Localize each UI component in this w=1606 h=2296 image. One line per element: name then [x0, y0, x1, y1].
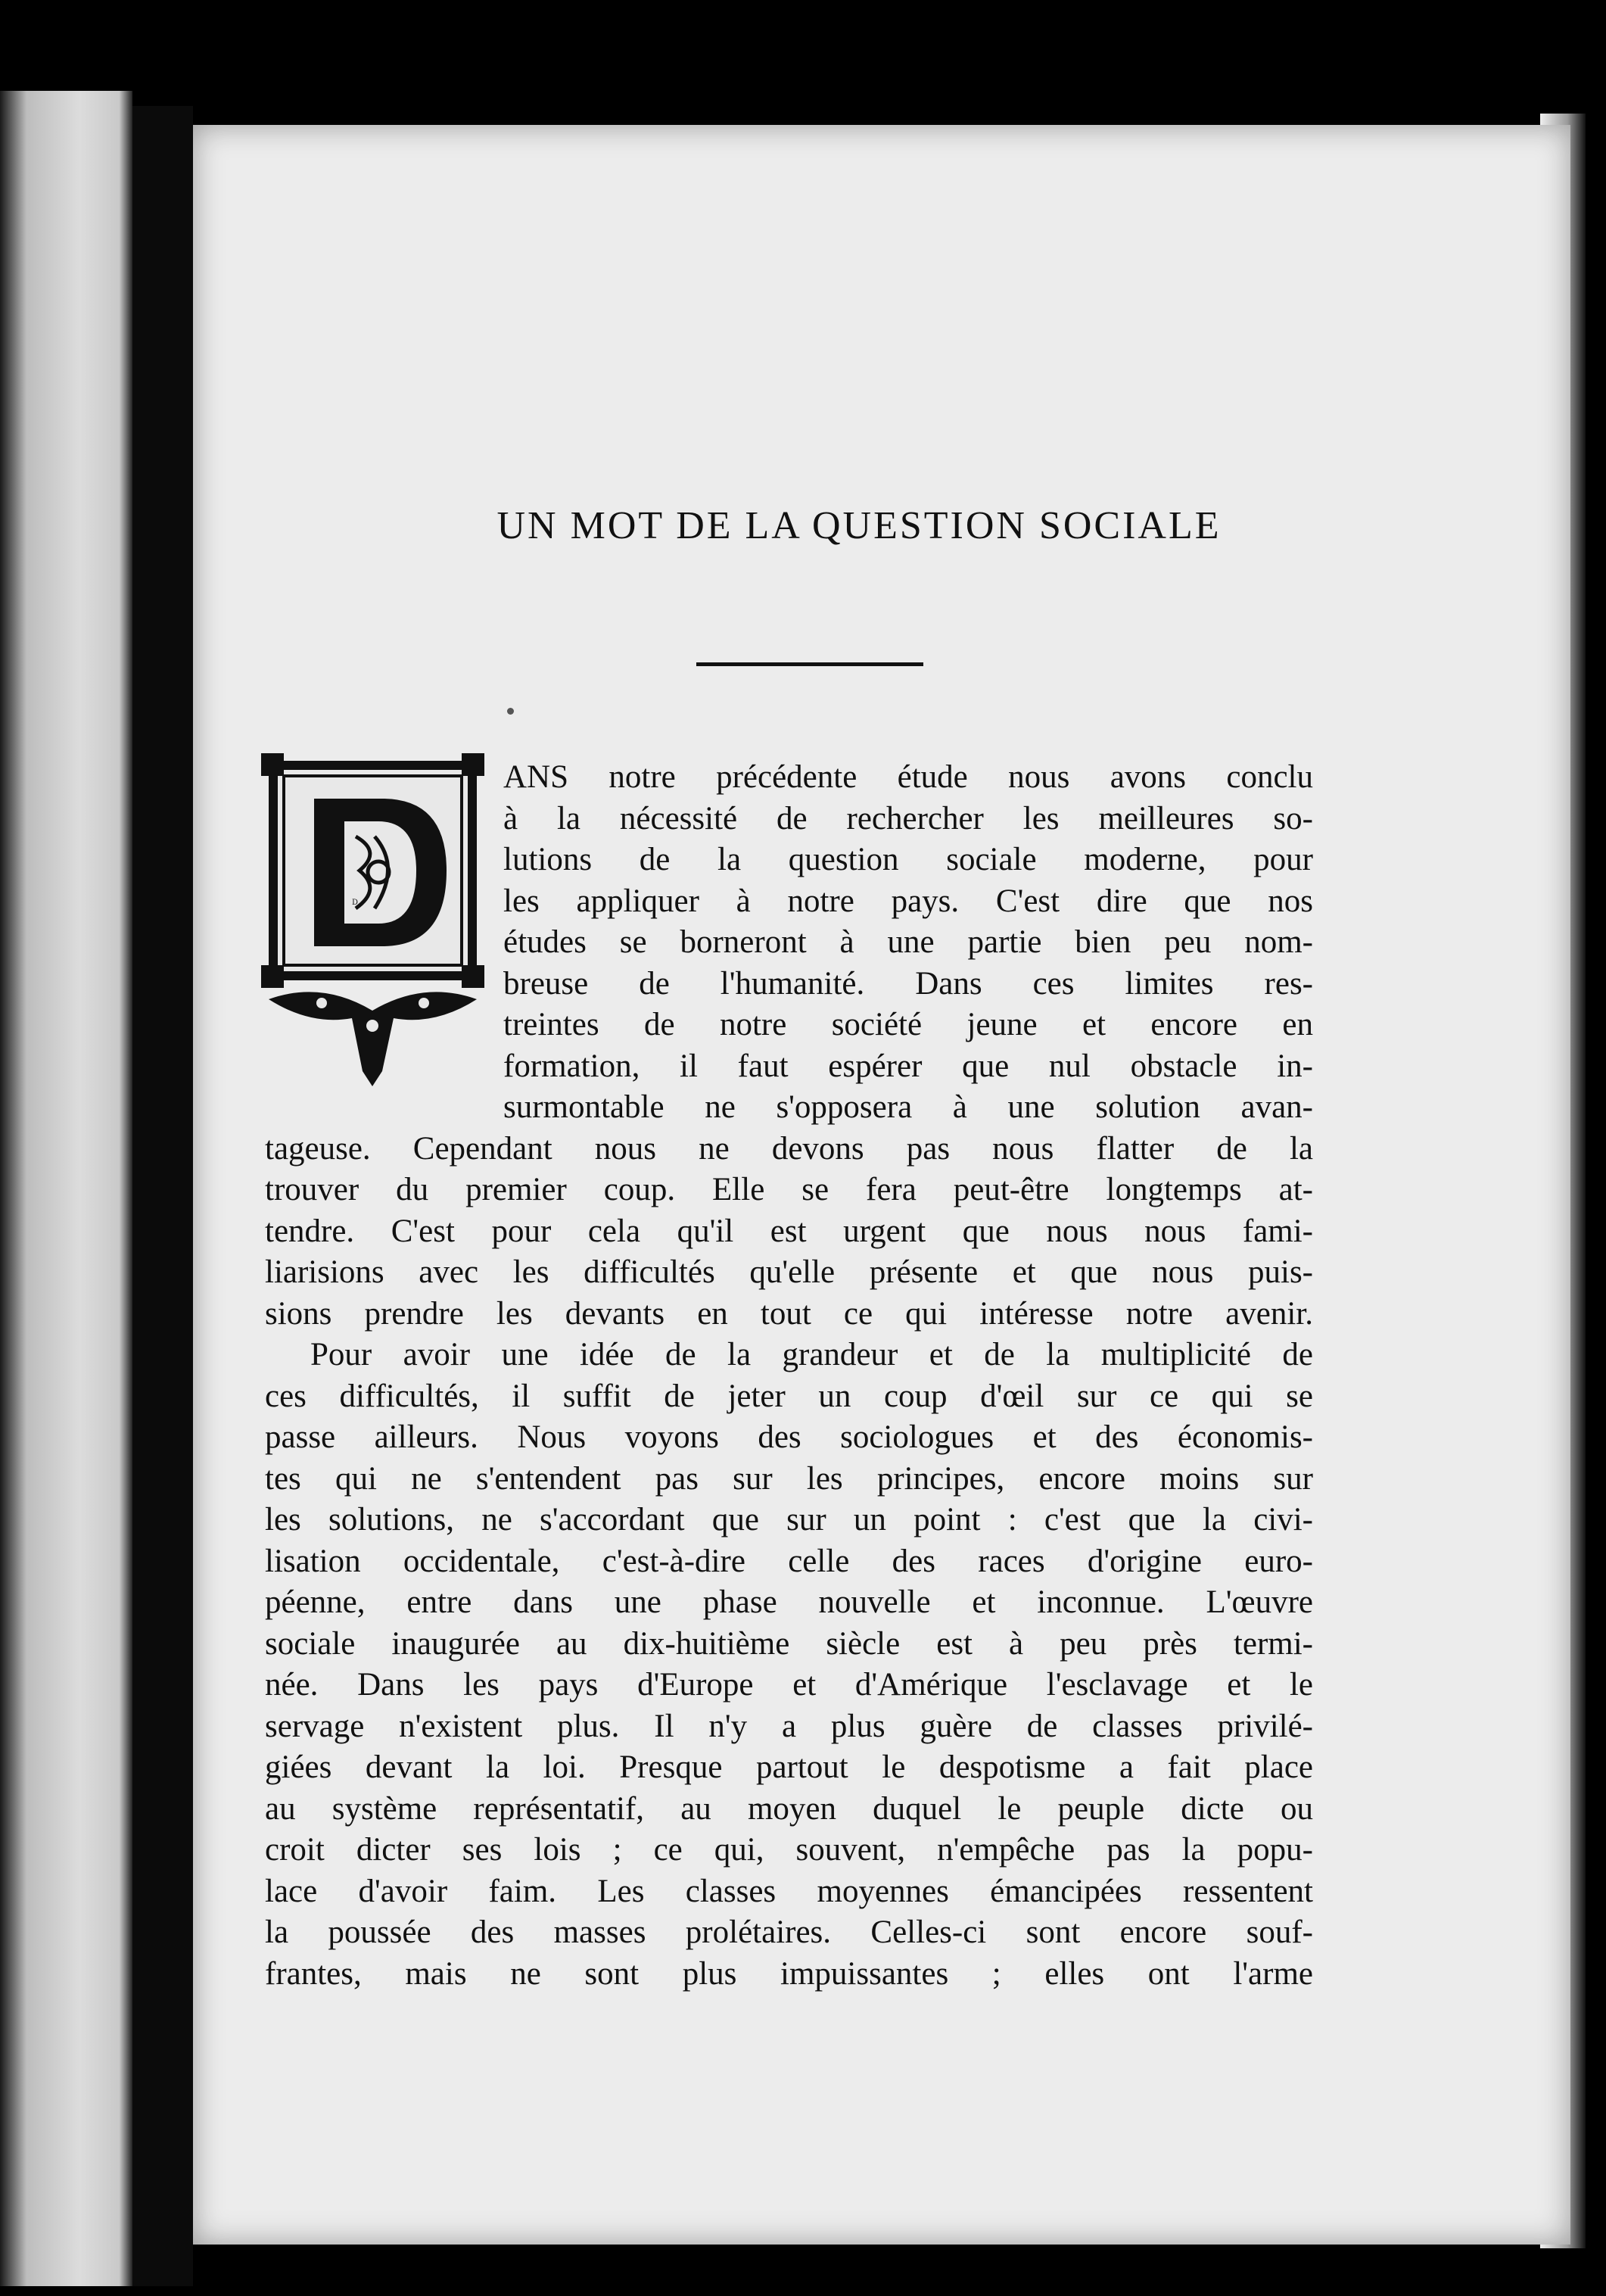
text-line: à la nécessité de rechercher les meilleures so-	[503, 800, 1313, 836]
text-line: liarisions avec les difficultés qu'elle présente et que nous puis-	[265, 1254, 1313, 1290]
text-line: sions prendre les devants en tout ce qui intéresse notre avenir.	[265, 1295, 1313, 1332]
text-line: les appliquer à notre pays. C'est dire que nos	[503, 883, 1313, 919]
text-line: frantes, mais ne sont plus impuissantes ; elles ont l'arme	[265, 1955, 1313, 1992]
book-gutter	[132, 106, 193, 2286]
text-line: ANS notre précédente étude nous avons conclu	[503, 759, 1313, 795]
chapter-title: UN MOT DE LA QUESTION SOCIALE	[496, 504, 1222, 547]
text-line: tes qui ne s'entendent pas sur les principes, encore moins sur	[265, 1460, 1313, 1497]
text-line: la poussée des masses prolétaires. Celles-ci sont encore souf-	[265, 1914, 1313, 1950]
text-line: passe ailleurs. Nous voyons des sociologues et des économis-	[265, 1419, 1313, 1455]
text-line: née. Dans les pays d'Europe et d'Amérique l'esclavage et le	[265, 1667, 1313, 1703]
text-line: tageuse. Cependant nous ne devons pas nous flatter de la	[265, 1130, 1313, 1167]
adjacent-page-edge	[0, 91, 132, 2286]
body-text	[265, 757, 1313, 1995]
text-line: lisation occidentale, c'est-à-dire celle des races d'origine euro-	[265, 1543, 1313, 1579]
text-line: croit dicter ses lois ; ce qui, souvent, n'empêche pas la popu-	[265, 1832, 1313, 1868]
title-rule	[696, 662, 923, 666]
text-line: surmontable ne s'opposera à une solution avan-	[503, 1089, 1313, 1125]
text-line: études se borneront à une partie bien peu nom-	[503, 924, 1313, 960]
text-line: servage n'existent plus. Il n'y a plus guère de classes privilé-	[265, 1708, 1313, 1744]
text-line: tendre. C'est pour cela qu'il est urgent que nous nous fami-	[265, 1213, 1313, 1249]
text-line: au système représentatif, au moyen duquel le peuple dicte ou	[265, 1790, 1313, 1827]
text-line: formation, il faut espérer que nul obstacle in-	[503, 1048, 1313, 1084]
text-line: giées devant la loi. Presque partout le despotisme a fait place	[265, 1749, 1313, 1785]
text-line: sociale inaugurée au dix-huitième siècle est à peu près termi-	[265, 1625, 1313, 1662]
book-page	[193, 125, 1570, 2245]
text-line: péenne, entre dans une phase nouvelle et inconnue. L'œuvre	[265, 1584, 1313, 1620]
text-line: trouver du premier coup. Elle se fera peut-être longtemps at-	[265, 1172, 1313, 1207]
text-line: treintes de notre société jeune et encore en	[503, 1007, 1313, 1042]
drop-cap-letter: D	[352, 899, 359, 907]
text-line: lutions de la question sociale moderne, pour	[503, 842, 1313, 877]
ink-speck	[507, 708, 514, 715]
text-line: breuse de l'humanité. Dans ces limites res-	[503, 965, 1313, 1002]
text-line: ces difficultés, il suffit de jeter un coup d'œil sur ce qui se	[265, 1378, 1313, 1414]
text-line: les solutions, ne s'accordant que sur un point : c'est que la civi-	[265, 1502, 1313, 1537]
text-line: Pour avoir une idée de la grandeur et de la multiplicité de	[310, 1337, 1313, 1372]
text-line: lace d'avoir faim. Les classes moyennes émancipées ressentent	[265, 1873, 1313, 1909]
